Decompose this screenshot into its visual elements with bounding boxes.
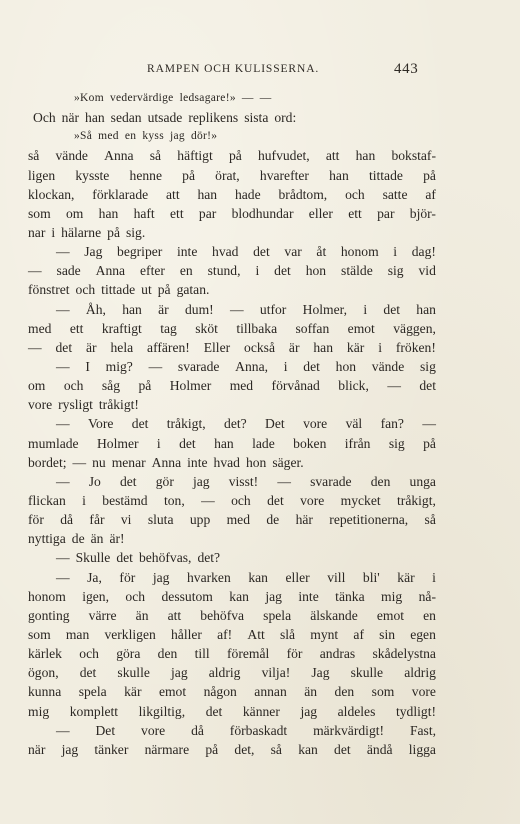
text-line: för då får vi sluta upp med de här repetitionerna, så [28, 512, 436, 528]
text-line: nyttiga de än är! [28, 531, 125, 547]
text-line: »Kom vedervärdige ledsagare!» — — [74, 92, 272, 104]
text-line: kärlek och göra den till föremål för andras skådelystna [28, 646, 436, 662]
text-line: mumlade Holmer i det han lade boken ifrån sig på [28, 435, 436, 451]
page-header [0, 61, 520, 81]
text-line: — Jag begriper inte hvad det var åt honom i dag! [56, 244, 436, 260]
text-line: kunna spela kär emot någon annan än den som vore [28, 684, 436, 700]
body-text [28, 89, 436, 759]
text-line: — Ja, för jag hvarken kan eller vill bli' kär i [56, 569, 436, 585]
text-line: nar i hälarne på sig. [28, 224, 146, 240]
page-number: 443 [394, 61, 419, 77]
text-line: Och när han sedan utsade replikens sista ord: [33, 110, 297, 126]
text-line: — Skulle det behöfvas, det? [56, 550, 221, 566]
text-line: ögon, det skulle jag aldrig vilja! Jag skulle aldrig [28, 665, 436, 681]
text-line: som man verkligen håller af! Att slå mynt af sin egen [28, 626, 436, 642]
text-line: som om han haft ett par blodhundar eller ett par björ- [28, 205, 436, 221]
text-line: flickan i bestämd ton, — och det vore mycket tråkigt, [28, 492, 436, 508]
text-line: honom igen, och dessutom kan jag inte tänka mig nå- [28, 588, 436, 604]
running-head: RAMPEN OCH KULISSERNA. [147, 63, 320, 75]
text-line: — Jo det gör jag visst! — svarade den unga [56, 473, 436, 489]
text-line: — det är hela affären! Eller också är han kär i fröken! [28, 339, 436, 355]
text-line: så vände Anna så häftigt på hufvudet, att han bokstaf- [28, 148, 436, 164]
text-line: när jag tänker närmare på det, så kan det ändå ligga [28, 741, 436, 757]
text-line: »Så med en kyss jag dör!» [74, 130, 218, 143]
text-line: gonting värre än att behöfva spela älskande emot en [28, 607, 436, 623]
text-line: — I mig? — svarade Anna, i det hon vände sig [56, 358, 436, 374]
text-line: vore rysligt tråkigt! [28, 397, 139, 413]
text-line: — Vore det tråkigt, det? Det vore väl fan? — [56, 416, 436, 432]
text-line: ligen kysste henne på örat, hvarefter han tittade på [28, 167, 436, 183]
text-line: med ett kraftigt tag sköt tillbaka soffan emot väggen, [28, 320, 436, 336]
text-line: fönstret och tittade ut på gatan. [28, 282, 210, 298]
text-line: om och såg på Holmer med förvånad blick, — det [28, 378, 436, 394]
text-line: klockan, förklarade att han hade brådtom, och satte af [28, 186, 436, 202]
text-line: — sade Anna efter en stund, i det hon stälde sig vid [28, 263, 436, 279]
text-line: — Det vore då förbaskadt märkvärdigt! Fast, [56, 722, 436, 738]
text-line: mig komplett likgiltig, det känner jag aldeles tydligt! [28, 703, 436, 719]
text-line: bordet; — nu menar Anna inte hvad hon säger. [28, 454, 304, 470]
text-line: — Åh, han är dum! — utfor Holmer, i det han [56, 301, 436, 317]
